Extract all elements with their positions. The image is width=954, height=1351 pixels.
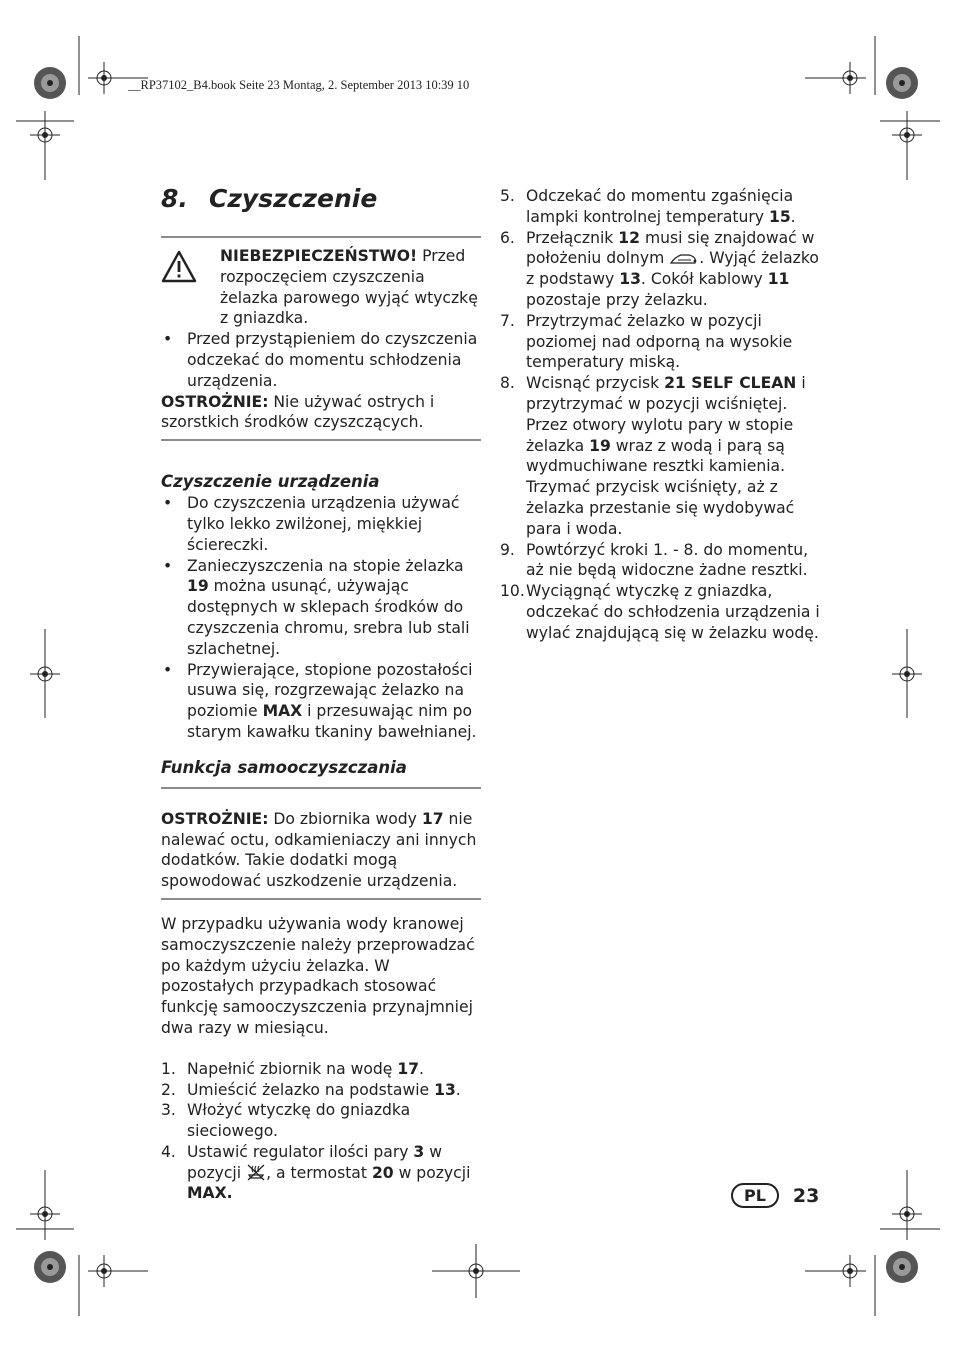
list-item: 1. Napełnić zbiornik na wodę 17.	[161, 1059, 424, 1078]
iron-low-position-icon	[669, 251, 699, 265]
list-item: 7. Przytrzymać żelazko w pozycji poziomej nad odporną na wysokie temperatury miską.	[500, 311, 793, 372]
page-number: 23	[792, 1184, 820, 1207]
right-column	[500, 186, 820, 644]
caution-note	[161, 392, 481, 434]
list-item: • Przywierające, stopione pozostałości usuwa się, rozgrzewając żelazko na poziomie MAX i przesuwając nim po starym kawałku tkaniny bawełnianej.	[161, 660, 481, 743]
section-title: Czyszczenie	[209, 184, 378, 213]
caution-label: OSTROŻNIE:	[161, 392, 269, 411]
section-number: 8.	[161, 184, 188, 213]
print-header: __RP37102_B4.book Seite 23 Montag, 2. September 2013 10:39 10	[128, 78, 470, 92]
page-title	[161, 182, 481, 216]
subheading-self-cleaning: Funkcja samooczyszczania	[161, 757, 407, 777]
list-item: 2. Umieścić żelazko na podstawie 13.	[161, 1080, 461, 1099]
list-item: 6. Przełącznik 12 musi się znajdować w położeniu dolnym . Wyjąć żelazko z podstawy 13. Cokół kablowy 11 pozostaje przy żelazku.	[500, 228, 819, 309]
left-column	[161, 182, 481, 1204]
list-item: 10. Wyciągnąć wtyczkę z gniazdka, odczekać do schłodzenia urządzenia i wylać znajdującą się w żelazku wodę.	[500, 582, 820, 642]
intro-paragraph: W przypadku używania wody kranowej samoczyszczenie należy przeprowadzać po każdym użyciu żelazka. W pozostałych przypadkach stosować funkcję samooczyszczenia przynajmniej dwa razy w miesiącu.	[161, 914, 475, 1037]
caution-box: OSTROŻNIE: Do zbiornika wody 17 nie nalewać octu, odkamieniaczy ani innych dodatków. Takie dodatki mogą spowodować uszkodzenie urządzenia.	[161, 787, 481, 900]
caution-text: Nie używać ostrych i szorstkich środków czyszczących.	[161, 392, 435, 432]
warning-bullet: • Przed przystąpieniem do czyszczenia odczekać do momentu schłodzenia urządzenia.	[161, 329, 481, 391]
subheading-device-cleaning: Czyszczenie urządzenia	[161, 472, 380, 492]
list-item: 5. Odczekać do momentu zgaśnięcia lampki kontrolnej temperatury 15.	[500, 187, 796, 226]
steps-list-left	[161, 1059, 481, 1205]
warning-triangle-icon	[161, 250, 197, 284]
list-item: 3. Włożyć wtyczkę do gniazdka sieciowego.	[161, 1101, 411, 1141]
caution-label: OSTROŻNIE:	[161, 809, 269, 828]
page-footer	[731, 1183, 819, 1208]
list-item: 4. Ustawić regulator ilości pary 3 w pozycji , a termostat 20 w pozycji MAX.	[161, 1142, 471, 1203]
list-item: 8. Wcisnąć przycisk 21 SELF CLEAN i przytrzymać w pozycji wciśniętej. Przez otwory wylotu pary w stopie żelazka 19 wraz z wodą i parą są wydmuchiwane resztki kamienia. Trzymać przycisk wciśnięty, aż z żelazka przestanie się wydobywać para i woda.	[500, 374, 806, 538]
list-item: 9. Powtórzyć kroki 1. - 8. do momentu, aż nie będą widoczne żadne resztki.	[500, 540, 809, 580]
language-badge: PL	[731, 1183, 779, 1208]
danger-label: NIEBEZPIECZEŃSTWO!	[220, 247, 418, 265]
danger-note	[161, 246, 481, 329]
no-steam-icon	[246, 1163, 266, 1181]
warning-box	[161, 236, 481, 441]
list-item: • Do czyszczenia urządzenia używać tylko lekko zwilżonej, miękkiej ściereczki.	[161, 493, 481, 555]
danger-text: Przed rozpoczęciem czyszczenia żelazka parowego wyjąć wtyczkę z gniazdka.	[220, 247, 478, 328]
list-item: • Zanieczyszczenia na stopie żelazka 19 można usunąć, używając dostępnych w sklepach środków do czyszczenia chromu, srebra lub stali szlachetnej.	[161, 556, 481, 660]
